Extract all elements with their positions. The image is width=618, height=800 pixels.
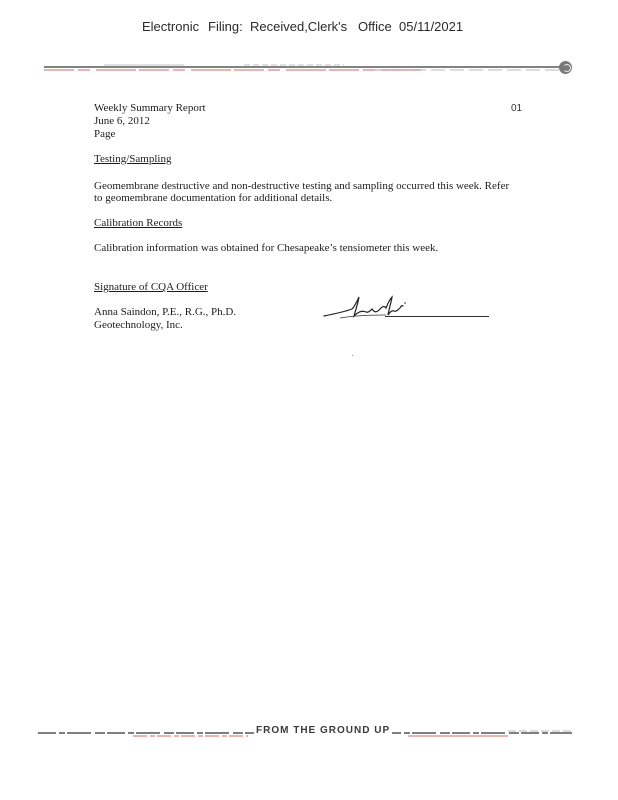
report-title: Weekly Summary Report <box>94 102 206 114</box>
calibration-text: Calibration information was obtained for Chesapeake’s tensiometer this week. <box>94 242 439 254</box>
scan-speck <box>352 355 353 356</box>
testing-text-line1: Geomembrane destructive and non-destructive testing and sampling occurred this week. Refer <box>94 180 510 192</box>
report-date: June 6, 2012 <box>94 115 150 127</box>
signature-line <box>385 316 489 317</box>
signer-company: Geotechnology, Inc. <box>94 319 183 331</box>
signer-name: Anna Saindon, P.E., R.G., Ph.D. <box>94 306 237 318</box>
signature-heading: Signature of CQA Officer <box>94 281 208 293</box>
testing-text-line2: to geomembrane documentation for additional details. <box>94 192 333 204</box>
stamp-office: Office <box>358 19 392 34</box>
letterhead-logo-icon <box>559 61 572 74</box>
stamp-received: Received,Clerk's <box>250 19 348 34</box>
stamp-filing: Filing: <box>208 19 243 34</box>
calibration-heading: Calibration Records <box>94 217 183 229</box>
page-label: Page <box>94 128 116 140</box>
stamp-electronic: Electronic <box>142 19 200 34</box>
letterhead-rule <box>44 62 562 74</box>
stamp-date: 05/11/2021 <box>399 19 464 34</box>
testing-heading: Testing/Sampling <box>94 153 172 165</box>
handwritten-signature <box>322 294 492 324</box>
page-number: 01 <box>511 103 523 114</box>
footer-slogan: FROM THE GROUND UP <box>256 725 391 736</box>
filing-stamp <box>0 19 618 39</box>
